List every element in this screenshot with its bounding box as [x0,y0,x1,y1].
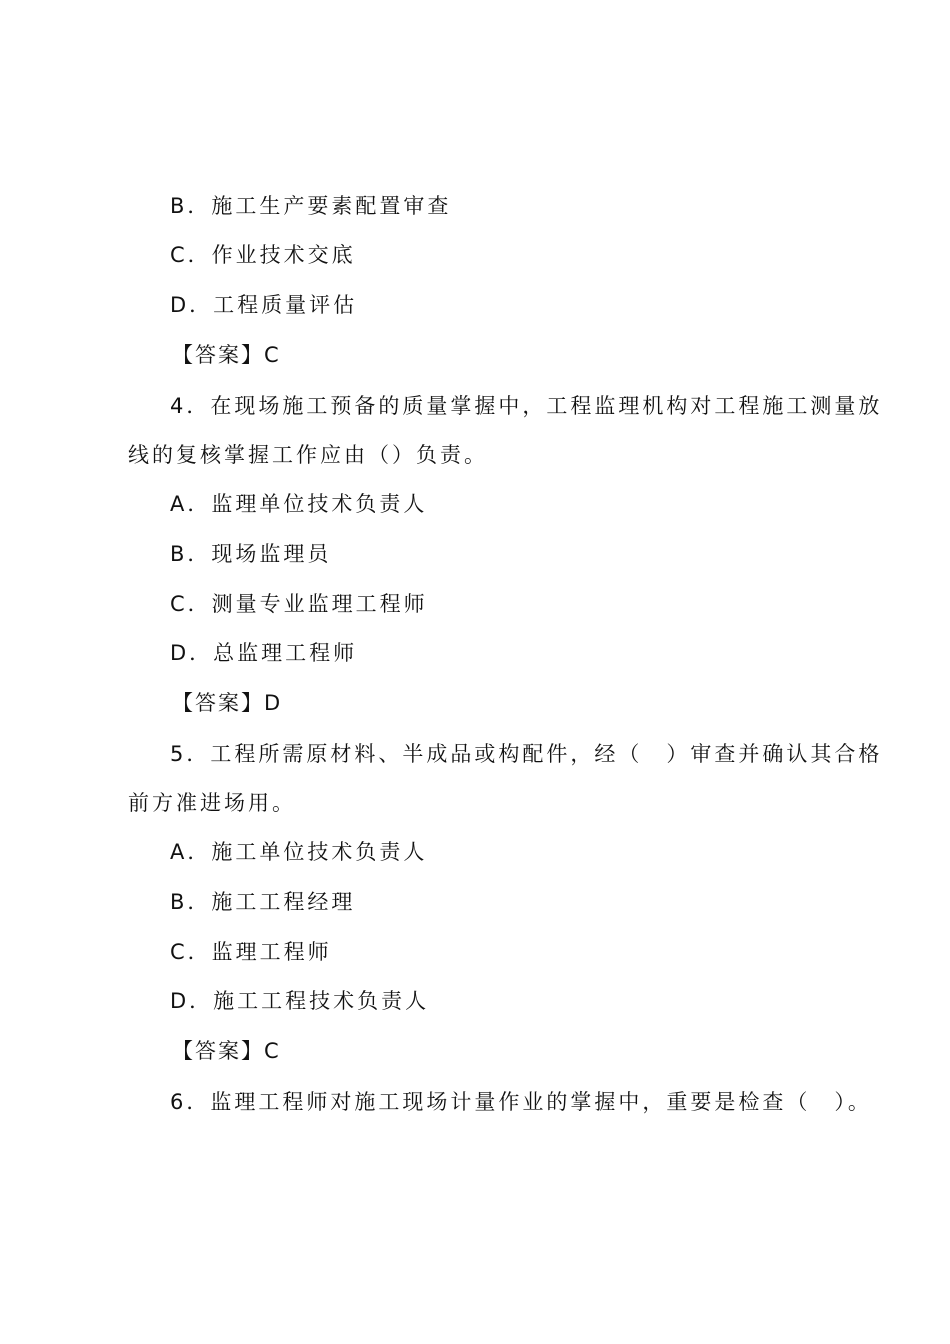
option-b-q3: B．施工生产要素配置审查 [170,194,452,218]
option-c-q5: C．监理工程师 [170,940,332,964]
question-5-cont: 前方准进场用。 [128,791,296,815]
question-4-cont: 线的复核掌握工作应由（）负责。 [128,443,488,467]
answer-q4: 【答案】D [172,691,283,715]
option-d-q4: D．总监理工程师 [170,641,358,665]
option-c-q4: C．测量专业监理工程师 [170,592,428,616]
answer-q3: 【答案】C [172,343,281,367]
option-a-q5: A．施工单位技术负责人 [170,840,428,864]
question-5: 5．工程所需原材料、半成品或构配件，经（ ）审查并确认其合格 [170,742,883,766]
option-b-q4: B．现场监理员 [170,542,332,566]
option-b-q5: B．施工工程经理 [170,890,356,914]
option-d-q5: D．施工工程技术负责人 [170,989,430,1013]
option-a-q4: A．监理单位技术负责人 [170,492,428,516]
question-6: 6．监理工程师对施工现场计量作业的掌握中，重要是检查（ ）。 [170,1090,872,1114]
option-c-q3: C．作业技术交底 [170,243,356,267]
option-d-q3: D．工程质量评估 [170,293,358,317]
answer-q5: 【答案】C [172,1039,281,1063]
question-4: 4．在现场施工预备的质量掌握中，工程监理机构对工程施工测量放 [170,394,883,418]
